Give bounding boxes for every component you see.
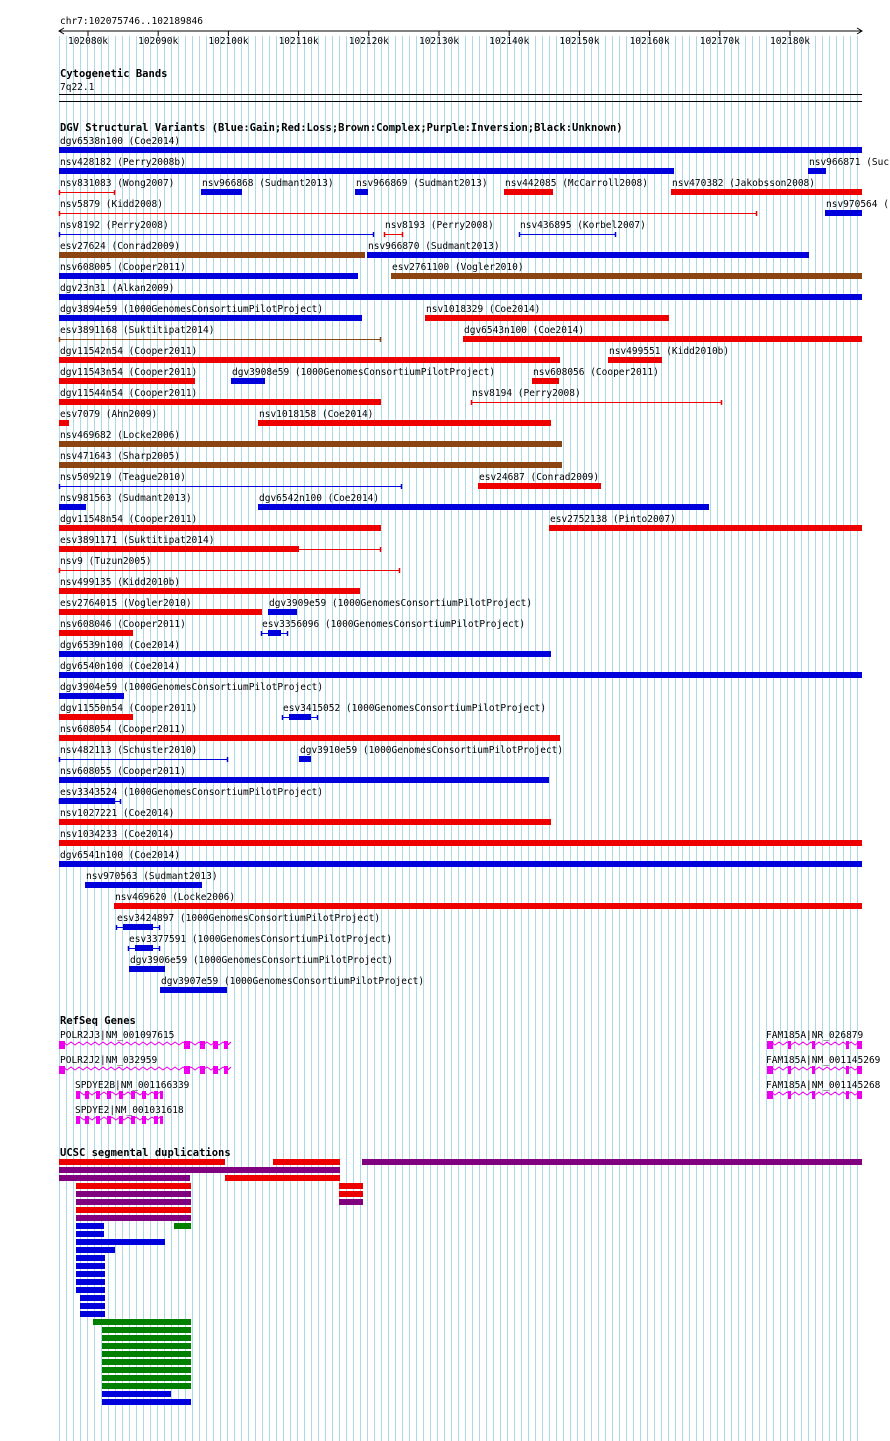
dgv-variant-bar[interactable] [463, 336, 862, 342]
segdup-feature[interactable] [76, 1255, 105, 1261]
segdup-feature[interactable] [76, 1191, 191, 1197]
dgv-variant-bar[interactable] [160, 987, 227, 993]
dgv-variant-label: dgv3907e59 (1000GenomesConsortiumPilotProject) [161, 976, 425, 987]
segdup-feature[interactable] [102, 1367, 191, 1373]
dgv-variant-label: nsv471643 (Sharp2005) [60, 451, 181, 462]
dgv-variant-label: nsv608046 (Cooper2011) [60, 619, 186, 630]
dgv-variant-label: nsv469682 (Locke2006) [60, 430, 181, 441]
segdup-feature[interactable] [102, 1375, 191, 1381]
dgv-variant-bar[interactable] [367, 252, 809, 258]
refseq-intron-line [59, 1067, 231, 1070]
dgv-variant[interactable] [478, 472, 601, 489]
dgv-variant-bar[interactable] [289, 714, 311, 720]
dgv-variant-label: esv27624 (Conrad2009) [60, 241, 181, 252]
dgv-variant[interactable] [59, 157, 674, 174]
segdup-feature[interactable] [102, 1335, 191, 1341]
dgv-variant-bar[interactable] [59, 147, 862, 153]
dgv-variant[interactable] [59, 220, 374, 237]
dgv-variant-bar[interactable] [59, 630, 133, 636]
dgv-variant-bar[interactable] [59, 252, 365, 258]
dgv-variant-label: nsv966869 (Sudmant2013) [356, 178, 488, 189]
ruler-tick-label: 102100k [208, 36, 249, 47]
dgv-variant-label: dgv6541n100 (Coe2014) [60, 850, 181, 861]
dgv-variant-label: nsv1018158 (Coe2014) [259, 409, 374, 420]
dgv-variant-bar[interactable] [825, 210, 862, 216]
refseq-exon[interactable] [59, 1041, 65, 1049]
segdup-feature[interactable] [339, 1183, 363, 1189]
refseq-exon[interactable] [142, 1091, 146, 1099]
dgv-variant-bar[interactable] [59, 651, 551, 657]
dgv-variant-label: esv7079 (Ahn2009) [60, 409, 158, 420]
refseq-exon[interactable] [857, 1066, 862, 1074]
dgv-variant[interactable] [59, 136, 862, 153]
segdup-track-title: UCSC segmental duplications [60, 1147, 231, 1159]
segdup-feature[interactable] [76, 1239, 165, 1245]
refseq-exon[interactable] [200, 1041, 205, 1049]
dgv-variant-bar[interactable] [231, 378, 265, 384]
dgv-variant-bar[interactable] [59, 357, 560, 363]
dgv-variant-bar[interactable] [59, 420, 69, 426]
dgv-variant-label: nsv608005 (Cooper2011) [60, 262, 186, 273]
segdup-feature[interactable] [80, 1303, 105, 1309]
dgv-variant[interactable] [825, 199, 889, 216]
dgv-variant[interactable] [299, 745, 563, 762]
dgv-variant-bar[interactable] [391, 273, 862, 279]
refseq-gene[interactable] [75, 1080, 190, 1099]
dgv-variant-label: nsv1027221 (Coe2014) [60, 808, 175, 819]
dgv-variant-bar[interactable] [59, 525, 381, 531]
segdup-feature[interactable] [174, 1223, 191, 1229]
segdup-feature[interactable] [102, 1399, 191, 1405]
segdup-feature[interactable] [76, 1263, 105, 1269]
dgv-variant[interactable] [59, 577, 360, 594]
refseq-exon[interactable] [846, 1066, 849, 1074]
refseq-exon[interactable] [160, 1116, 163, 1124]
segdup-feature[interactable] [76, 1271, 105, 1277]
segdup-feature[interactable] [362, 1159, 862, 1165]
dgv-variant[interactable] [160, 976, 424, 993]
dgv-variant-label: nsv499135 (Kidd2010b) [60, 577, 181, 588]
refseq-exon[interactable] [154, 1091, 158, 1099]
refseq-exon[interactable] [857, 1091, 862, 1099]
segdup-feature[interactable] [339, 1191, 363, 1197]
refseq-gene-label: FAM185A|NR_026879 [766, 1030, 864, 1041]
refseq-exon[interactable] [119, 1116, 123, 1124]
refseq-gene-label: SPDYE2B|NM_001166339 [75, 1080, 190, 1091]
dgv-variant-bar[interactable] [201, 189, 242, 195]
dgv-variant-bar[interactable] [59, 735, 560, 741]
dgv-variant-label: nsv966871 (Suc [809, 157, 890, 168]
dgv-variant-bar[interactable] [478, 483, 601, 489]
dgv-variant[interactable] [59, 241, 365, 258]
dgv-variant[interactable] [471, 388, 722, 405]
dgv-variant[interactable] [59, 472, 402, 489]
refseq-gene-label: POLR2J2|NM_032959 [60, 1055, 158, 1066]
segdup-feature[interactable] [102, 1383, 191, 1389]
dgv-variant[interactable] [59, 199, 757, 216]
refseq-exon[interactable] [846, 1041, 849, 1049]
dgv-variant-label: nsv981563 (Sudmant2013) [60, 493, 192, 504]
dgv-variant[interactable] [268, 598, 532, 615]
dgv-variant-label: nsv499551 (Kidd2010b) [609, 346, 730, 357]
dgv-variant-label: nsv1018329 (Coe2014) [426, 304, 541, 315]
dgv-variant-label: dgv11550n54 (Cooper2011) [60, 703, 198, 714]
refseq-exon[interactable] [184, 1066, 190, 1074]
dgv-variant-label: dgv6539n100 (Coe2014) [60, 640, 181, 651]
dgv-variant-label: nsv608056 (Cooper2011) [533, 367, 659, 378]
refseq-exon[interactable] [107, 1091, 111, 1099]
dgv-variant-label: nsv608055 (Cooper2011) [60, 766, 186, 777]
dgv-variant-bar[interactable] [268, 609, 297, 615]
dgv-variant-label: nsv509219 (Teague2010) [60, 472, 186, 483]
cytoband-track [59, 68, 862, 102]
dgv-variant[interactable] [59, 598, 262, 615]
dgv-variant-bar[interactable] [59, 273, 358, 279]
dgv-variant-label: nsv470382 (Jakobsson2008) [672, 178, 815, 189]
dgv-variant[interactable] [463, 325, 862, 342]
dgv-variant-label: nsv966870 (Sudmant2013) [368, 241, 500, 252]
dgv-variant-label: dgv3908e59 (1000GenomesConsortiumPilotProject) [232, 367, 496, 378]
refseq-exon[interactable] [846, 1091, 849, 1099]
segdup-feature[interactable] [76, 1231, 104, 1237]
dgv-variant-label: nsv469620 (Locke2006) [115, 892, 236, 903]
region-label: chr7:102075746..102189846 [60, 16, 203, 27]
dgv-variant-label: nsv428182 (Perry2008b) [60, 157, 186, 168]
refseq-gene[interactable] [766, 1080, 881, 1099]
dgv-variant-bar[interactable] [59, 798, 115, 804]
dgv-variant-bar[interactable] [59, 861, 862, 867]
dgv-variant-label: esv2752138 (Pinto2007) [550, 514, 676, 525]
dgv-variant-label: nsv970563 (Sudmant2013) [86, 871, 218, 882]
dgv-variant-bar[interactable] [59, 462, 562, 468]
dgv-variant[interactable] [367, 241, 809, 258]
ruler-tick-label: 102130k [418, 36, 460, 47]
dgv-variant[interactable] [59, 556, 400, 573]
dgv-variant-bar[interactable] [123, 924, 153, 930]
dgv-variant[interactable] [85, 871, 218, 888]
dgv-variant-label: esv3891168 (Suktitipat2014) [60, 325, 215, 336]
dgv-variant-label: dgv3904e59 (1000GenomesConsortiumPilotProject) [60, 682, 324, 693]
refseq-exon[interactable] [142, 1116, 146, 1124]
dgv-variant-bar[interactable] [59, 546, 299, 552]
dgv-variant-bar[interactable] [59, 840, 862, 846]
ruler-tick-label: 102160k [629, 36, 670, 47]
refseq-exon[interactable] [85, 1116, 89, 1124]
refseq-exon[interactable] [213, 1066, 218, 1074]
refseq-exon[interactable] [767, 1091, 773, 1099]
dgv-variant[interactable] [282, 703, 546, 720]
dgv-variant[interactable] [59, 724, 560, 741]
refseq-exon[interactable] [788, 1091, 791, 1099]
dgv-variant-label: dgv11548n54 (Cooper2011) [60, 514, 198, 525]
segdup-feature[interactable] [76, 1199, 191, 1205]
dgv-variant-label: dgv3909e59 (1000GenomesConsortiumPilotProject) [269, 598, 533, 609]
segdup-feature[interactable] [76, 1279, 105, 1285]
dgv-variant-bar[interactable] [135, 945, 153, 951]
refseq-gene-label: SPDYE2|NM_001031618 [75, 1105, 184, 1116]
ruler-track [59, 16, 862, 47]
dgv-variant[interactable] [59, 745, 228, 762]
refseq-exon[interactable] [119, 1091, 123, 1099]
segdup-feature[interactable] [102, 1351, 191, 1357]
dgv-variant-bar[interactable] [59, 714, 133, 720]
refseq-exon[interactable] [160, 1091, 163, 1099]
refseq-exon[interactable] [200, 1066, 205, 1074]
dgv-variant-bar[interactable] [59, 441, 562, 447]
dgv-track [59, 136, 889, 993]
dgv-variant-bar[interactable] [808, 168, 826, 174]
refseq-exon[interactable] [85, 1091, 89, 1099]
dgv-variant-label: esv3377591 (1000GenomesConsortiumPilotProject) [129, 934, 393, 945]
dgv-variant[interactable] [258, 493, 709, 510]
refseq-gene[interactable] [59, 1030, 231, 1049]
ruler-tick-label: 102170k [699, 36, 740, 47]
dgv-variant-bar[interactable] [59, 378, 195, 384]
dgv-variant-label: esv3343524 (1000GenomesConsortiumPilotProject) [60, 787, 324, 798]
refseq-exon[interactable] [788, 1041, 791, 1049]
dgv-variant-label: dgv11542n54 (Cooper2011) [60, 346, 198, 357]
dgv-variant-label: dgv6540n100 (Coe2014) [60, 661, 181, 672]
cytoband-label: 7q22.1 [60, 82, 95, 93]
dgv-variant[interactable] [59, 283, 862, 300]
ruler-tick-label: 102180k [769, 36, 811, 47]
dgv-variant[interactable] [59, 346, 560, 363]
dgv-variant[interactable] [59, 619, 186, 636]
dgv-variant-bar[interactable] [85, 882, 202, 888]
refseq-exon[interactable] [812, 1041, 815, 1049]
dgv-variant-bar[interactable] [59, 168, 674, 174]
segdup-feature[interactable] [102, 1391, 171, 1397]
segdup-feature[interactable] [80, 1311, 105, 1317]
dgv-variant-label: nsv442085 (McCarroll2008) [505, 178, 648, 189]
dgv-variant[interactable] [114, 892, 862, 909]
dgv-variant-label: nsv831083 (Wong2007) [60, 178, 175, 189]
dgv-variant[interactable] [261, 619, 525, 636]
dgv-variant-label: esv24687 (Conrad2009) [479, 472, 600, 483]
ruler-tick-label: 102080k [67, 36, 109, 47]
segdup-feature[interactable] [102, 1343, 191, 1349]
dgv-variant[interactable] [425, 304, 669, 321]
dgv-variant[interactable] [201, 178, 334, 195]
dgv-variant-bar[interactable] [59, 609, 262, 615]
refseq-track-title: RefSeq Genes [60, 1015, 136, 1027]
dgv-variant[interactable] [59, 262, 358, 279]
refseq-gene[interactable] [59, 1055, 231, 1074]
dgv-variant-bar[interactable] [59, 672, 862, 678]
dgv-variant-bar[interactable] [608, 357, 662, 363]
dgv-variant-label: nsv8192 (Perry2008) [60, 220, 169, 231]
dgv-variant-label: dgv11544n54 (Cooper2011) [60, 388, 198, 399]
refseq-exon[interactable] [857, 1041, 862, 1049]
segdup-feature[interactable] [76, 1223, 104, 1229]
dgv-variant[interactable] [59, 829, 862, 846]
dgv-variant[interactable] [59, 304, 362, 321]
refseq-gene-label: FAM185A|NM_001145268 [766, 1080, 881, 1091]
dgv-variant-label: dgv6538n100 (Coe2014) [60, 136, 181, 147]
dgv-variant-label: nsv966868 (Sudmant2013) [202, 178, 334, 189]
dgv-variant-label: dgv6543n100 (Coe2014) [464, 325, 585, 336]
dgv-variant-label: esv2764015 (Vogler2010) [60, 598, 192, 609]
dgv-variant-label: nsv5879 (Kidd2008) [60, 199, 163, 210]
segdup-feature[interactable] [76, 1215, 191, 1221]
refseq-gene-label: FAM185A|NM_001145269 [766, 1055, 881, 1066]
segdup-feature[interactable] [76, 1247, 115, 1253]
dgv-variant-bar[interactable] [299, 756, 311, 762]
dgv-variant-label: dgv3906e59 (1000GenomesConsortiumPilotProject) [130, 955, 394, 966]
dgv-variant-bar[interactable] [59, 819, 551, 825]
dgv-variant-bar[interactable] [59, 315, 362, 321]
dgv-variant-label: esv3415052 (1000GenomesConsortiumPilotProject) [283, 703, 547, 714]
dgv-variant-bar[interactable] [532, 378, 559, 384]
segdup-feature[interactable] [102, 1327, 191, 1333]
dgv-variant-bar[interactable] [355, 189, 368, 195]
refseq-exon[interactable] [767, 1041, 773, 1049]
refseq-exon[interactable] [96, 1091, 100, 1099]
dgv-variant[interactable] [59, 850, 862, 867]
refseq-exon[interactable] [96, 1116, 100, 1124]
dgv-variant[interactable] [59, 661, 862, 678]
segdup-feature[interactable] [93, 1319, 191, 1325]
dgv-variant-label: dgv3894e59 (1000GenomesConsortiumPilotProject) [60, 304, 324, 315]
segdup-feature[interactable] [59, 1175, 190, 1181]
dgv-variant-bar[interactable] [129, 966, 165, 972]
refseq-exon[interactable] [59, 1066, 65, 1074]
segdup-track [59, 1159, 862, 1405]
dgv-variant-label: nsv8194 (Perry2008) [472, 388, 581, 399]
refseq-exon[interactable] [76, 1091, 80, 1099]
segdup-feature[interactable] [102, 1359, 191, 1365]
dgv-variant[interactable] [59, 367, 197, 384]
refseq-exon[interactable] [812, 1091, 815, 1099]
cytoband-title: Cytogenetic Bands [60, 68, 168, 80]
refseq-exon[interactable] [812, 1066, 815, 1074]
ruler-tick-label: 102150k [559, 36, 600, 47]
dgv-variant-bar[interactable] [258, 504, 709, 510]
ruler-tick-label: 102120k [348, 36, 389, 47]
refseq-exon[interactable] [76, 1116, 80, 1124]
dgv-variant-bar[interactable] [59, 294, 862, 300]
refseq-track [59, 1030, 881, 1124]
segdup-feature[interactable] [80, 1295, 105, 1301]
refseq-exon[interactable] [131, 1116, 135, 1124]
segdup-feature[interactable] [76, 1287, 105, 1293]
refseq-exon[interactable] [107, 1116, 111, 1124]
dgv-variant-label: dgv11543n54 (Cooper2011) [60, 367, 198, 378]
refseq-exon[interactable] [154, 1116, 158, 1124]
dgv-variant[interactable] [231, 367, 495, 384]
dgv-variant-label: esv3891171 (Suktitipat2014) [60, 535, 215, 546]
dgv-variant-label: esv3356096 (1000GenomesConsortiumPilotProject) [262, 619, 526, 630]
refseq-exon[interactable] [184, 1041, 190, 1049]
dgv-variant[interactable] [671, 178, 862, 195]
dgv-variant-bar[interactable] [425, 315, 669, 321]
segdup-feature[interactable] [225, 1175, 340, 1181]
dgv-variant-bar[interactable] [59, 777, 549, 783]
dgv-variant-bar[interactable] [268, 630, 281, 636]
dgv-variant-label: nsv9 (Tuzun2005) [60, 556, 152, 567]
dgv-variant[interactable] [59, 703, 197, 720]
dgv-variant-label: dgv6542n100 (Coe2014) [259, 493, 380, 504]
dgv-variant-label: nsv1034233 (Coe2014) [60, 829, 175, 840]
dgv-variant-label: nsv970564 ( [826, 199, 889, 210]
ruler-tick-label: 102110k [278, 36, 319, 47]
dgv-variant-bar[interactable] [549, 525, 862, 531]
segdup-feature[interactable] [339, 1199, 363, 1205]
dgv-variant[interactable] [128, 934, 392, 951]
refseq-exon[interactable] [767, 1066, 773, 1074]
dgv-variant-bar[interactable] [59, 693, 124, 699]
dgv-variant-label: dgv3910e59 (1000GenomesConsortiumPilotProject) [300, 745, 564, 756]
dgv-variant-label: nsv482113 (Schuster2010) [60, 745, 198, 756]
refseq-gene[interactable] [766, 1055, 881, 1074]
refseq-gene-label: POLR2J3|NM_001097615 [60, 1030, 175, 1041]
refseq-exon[interactable] [224, 1041, 228, 1049]
dgv-variant-bar[interactable] [59, 399, 381, 405]
segdup-feature[interactable] [76, 1207, 191, 1213]
refseq-exon[interactable] [213, 1041, 218, 1049]
dgv-variant-label: nsv436895 (Korbel2007) [520, 220, 646, 231]
dgv-variant[interactable] [384, 220, 494, 237]
dgv-variant-label: esv2761100 (Vogler2010) [392, 262, 524, 273]
dgv-variant-bar[interactable] [59, 588, 360, 594]
dgv-variant-bar[interactable] [59, 504, 86, 510]
dgv-variant-bar[interactable] [258, 420, 551, 426]
refseq-exon[interactable] [131, 1091, 135, 1099]
refseq-exon[interactable] [224, 1066, 228, 1074]
ruler-tick-label: 102090k [138, 36, 179, 47]
segdup-feature[interactable] [76, 1183, 191, 1189]
segdup-feature[interactable] [273, 1159, 340, 1165]
segdup-feature[interactable] [59, 1159, 225, 1165]
ruler-tick-label: 102140k [489, 36, 530, 47]
dgv-variant-label: nsv8193 (Perry2008) [385, 220, 494, 231]
dgv-variant-bar[interactable] [671, 189, 862, 195]
dgv-variant-label: dgv23n31 (Alkan2009) [60, 283, 175, 294]
dgv-variant-bar[interactable] [504, 189, 553, 195]
refseq-intron-line [59, 1042, 231, 1045]
dgv-variant-label: nsv608054 (Cooper2011) [60, 724, 186, 735]
dgv-variant[interactable] [808, 157, 889, 174]
dgv-track-title: DGV Structural Variants (Blue:Gain;Red:Loss;Brown:Complex;Purple:Inversion;Black:Unknown) [60, 122, 623, 134]
segdup-feature[interactable] [59, 1167, 340, 1173]
refseq-exon[interactable] [788, 1066, 791, 1074]
dgv-variant[interactable] [532, 367, 659, 384]
dgv-variant-bar[interactable] [114, 903, 862, 909]
dgv-variant-label: esv3424897 (1000GenomesConsortiumPilotProject) [117, 913, 381, 924]
